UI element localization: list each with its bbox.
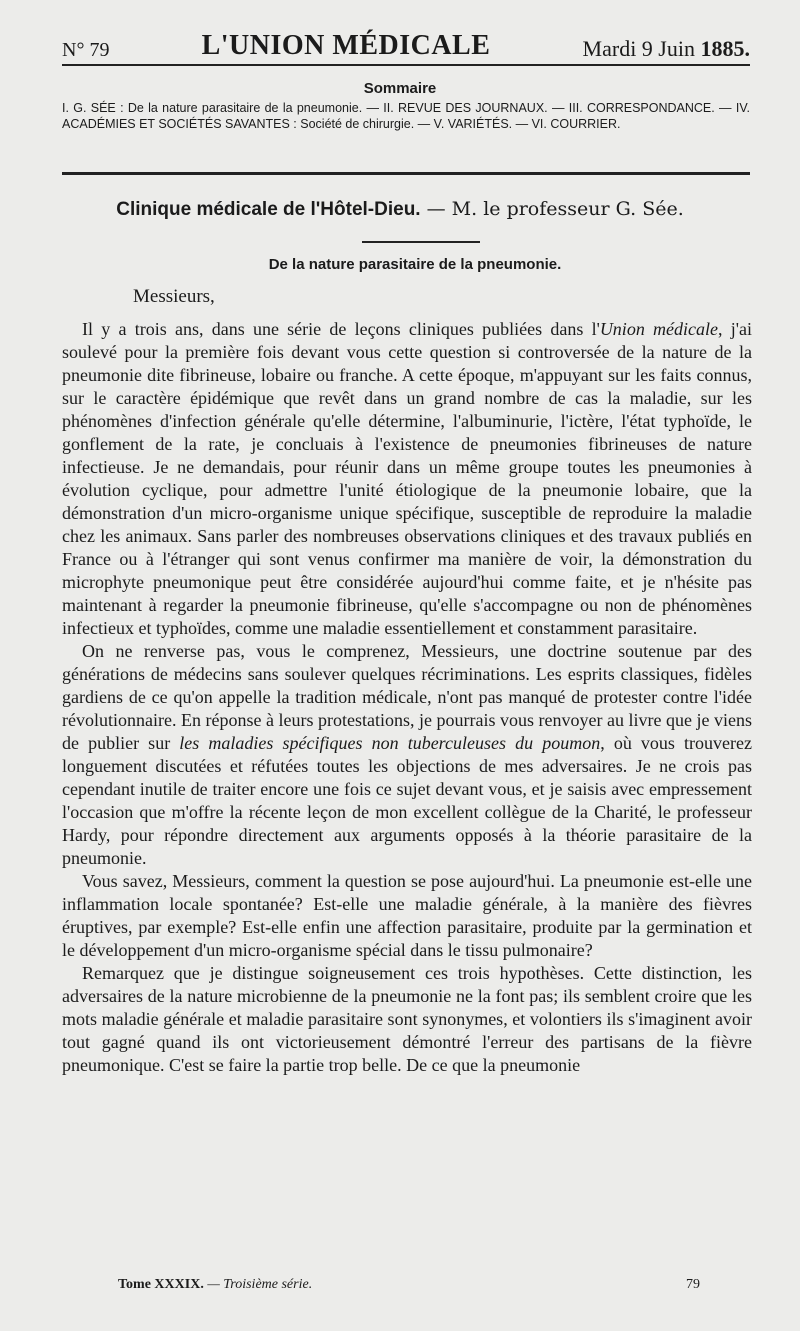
paragraph-1-text-b: , j'ai soulevé pour la première fois devant vous cette question si controversée de la nature de la pneumonie dite fibrineuse, lobaire ou franche. A cette époque, m'appuyant sur les faits connus, sur le caractère épidémique que revêt dans un grand nombre de cas la maladie, sur les phénomènes d'infection générale qu'elle détermine, l'albuminurie, l'ictère, l'état typhoïde, le gonflement de la rate, je concluais à l'existence de pneumonies fibrineuses de nature infectieuse. Je ne demandais, pour réunir dans un même groupe toutes les pneumonies à évolution cyclique, pour admettre l'unité étiologique de la pneumonie lobaire, que la démonstration d'un micro-organisme unique spécifique, susceptible de reproduire la maladie chez les animaux. Sans parler des nombreuses observations cliniques et des travaux publiés en France ou à l'étranger qui sont venus confirmer ma manière de voir, la démonstration du microphyte pneumonique peut être considérée aujourd'hui comme faite, et je n'hésite pas maintenant à regarder la pneumonie fibrineuse, qu'elle s'accompagne ou non de phénomènes infectieux et typhoïdes, comme une maladie essentiellement et constamment parasitaire. <box>62 319 753 638</box>
sommaire-title: Sommaire <box>363 80 437 97</box>
paragraph-1-text-a: Il y a trois ans, dans une série de leçons cliniques publiées dans l' <box>82 319 600 339</box>
issue-date-day: Mardi 9 Juin <box>582 36 701 61</box>
paragraph-2 <box>62 640 752 870</box>
heading-rule <box>362 241 480 243</box>
paragraph-3: Vous savez, Messieurs, comment la question se pose aujourd'hui. La pneumonie est-elle une inflammation locale spontanée? Est-elle une maladie générale, à la manière des fièvres éruptives, par exemple? Est-elle enfin une affection parasitaire, produite par la germination et le développement d'un micro-organisme spécial dans le tissu pulmonaire? <box>62 871 752 960</box>
clinique-heading <box>0 198 800 221</box>
footer-serie: — Troisième série. <box>203 1277 313 1292</box>
section-rule <box>62 172 750 175</box>
paragraph-2-italic: les maladies spécifiques non tuberculeuses du poumon <box>179 733 601 753</box>
journal-title: L'UNION MÉDICALE <box>201 30 491 61</box>
paragraph-2-text-b: , où vous trouverez longuement discutées et réfutées toutes les objections de mes adversaires. Je ne crois pas cependant inutile de traiter encore une fois ce sujet devant vous, et je saisis avec empressement l'occasion que m'offre la récente leçon de mon excellent collègue de la Charité, le professeur Hardy, pour répondre directement aux arguments opposés à la théorie parasitaire de la pneumonie. <box>62 733 752 868</box>
issue-date-year: 1885. <box>700 36 750 61</box>
paragraph-1 <box>62 318 752 640</box>
page-footer <box>118 1277 700 1293</box>
paragraph-4: Remarquez que je distingue soigneusement ces trois hypothèses. Cette distinction, les adversaires de la nature microbienne de la pneumonie ne la font pas; ils semblent croire que les mots maladie générale et maladie parasitaire sont synonymes, et volontiers ils s'imaginent avoir tout gagné quand ils ont victorieusement démontré l'erreur des partisans de la fièvre pneumonique. C'est se faire la partie trop belle. De ce que la pneumonie <box>62 963 752 1075</box>
masthead <box>62 22 750 62</box>
footer-volume <box>118 1277 312 1293</box>
salutation: Messieurs, <box>133 286 215 307</box>
sommaire-contents: I. G. SÉE : De la nature parasitaire de la pneumonie. — II. REVUE DES JOURNAUX. — III. CORRESPONDANCE. — IV. ACADÉMIES ET SOCIÉTÉS SAVANTES : Société de chirurgie. — V. VARIÉTÉS. — VI. COURRIER. <box>62 101 750 131</box>
clinique-title: Clinique médicale de l'Hôtel-Dieu. <box>116 199 421 220</box>
paragraph-1-italic: Union médicale <box>599 319 719 339</box>
article-subtitle: De la nature parasitaire de la pneumonie. <box>268 256 562 273</box>
article-body <box>62 318 752 1077</box>
clinique-author: — M. le professeur G. Sée. <box>420 198 684 220</box>
footer-page-number: 79 <box>686 1277 700 1292</box>
issue-number: N° 79 <box>62 39 110 61</box>
masthead-rule <box>62 64 750 66</box>
paragraph-2-text-a: On ne renverse pas, vous le comprenez, Messieurs, une doctrine soutenue par des générations de médecins sans soulever quelques récriminations. Les esprits classiques, fidèles gardiens de ce qu'on appelle la tradition médicale, n'ont pas manqué de protester contre l'idée révolutionnaire. En réponse à leurs protestations, je pourrais vous renvoyer au livre que je viens de publier sur <box>62 641 752 753</box>
issue-date <box>583 36 750 62</box>
footer-tome: Tome XXXIX. <box>118 1277 204 1292</box>
